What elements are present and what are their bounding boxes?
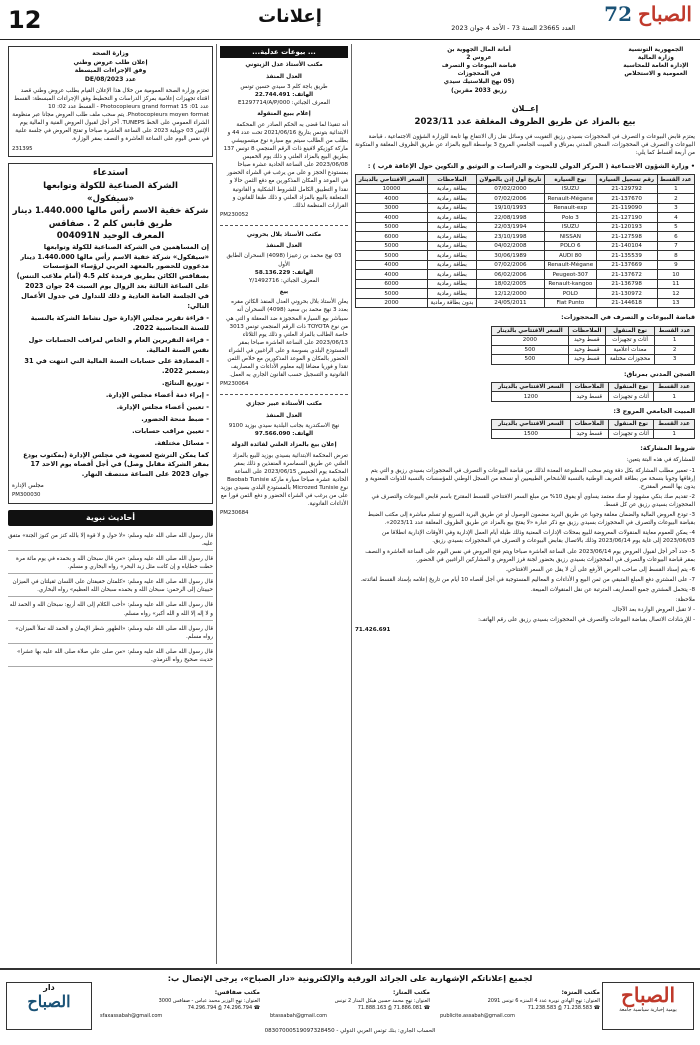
table-cell: 21-127190 [596,213,657,223]
table-cell: 4 [657,213,694,223]
phone-icon: ☎ [422,1005,430,1011]
table-cell: Renault-kangoo [545,279,597,289]
footer-headline: لجميع إعلاناتكم الإشهارية على الجرائد الورقية والإلكترونية «دار الصباح»، يرجى الإتصال ب: [167,973,533,983]
column-header: تاريخ أول إذن بالجولان [476,175,544,185]
office-role: العدل المنفذ [266,412,302,419]
table-cell: 5 [657,222,694,232]
lots-table [491,419,695,439]
table-cell: ISUZU [545,184,597,194]
table-cell: 22/03/1994 [476,222,544,232]
ad-reference: PM300030 [12,492,41,499]
column-header: السعر الافتتاحي بالدينار [492,326,569,336]
logo-text: الصباح [637,2,692,26]
table-row [356,270,695,280]
table-cell: 18/02/2005 [476,279,544,289]
office-phone: الهاتف: 22.744.491 [254,92,314,99]
sale-text: تعرض المحكمة الابتدائية بسيدي بوزيد للبيع بالمزاد العلني عن طريق السماسرة المنفذين و ذلك بمقر المحكمة يوم الخميس 2023/06/15 على الساعة الحادية عشرة صباحا سيارة ماركة Baobab Tunisie نوع Microzed Tunisie بالمستودع البلدي بسيدي بوزيد على من يرغب في الشراء الحضور و دفع الثمن فورا مع الأداءات القانونية. [220,452,348,508]
table-cell: 7 [657,241,694,251]
table-row [356,194,695,204]
office-tax-id: المعرف الجبائي: E1297714/A/P/000 [238,100,330,107]
table-cell: Polo 3 [545,213,597,223]
footer-logo [602,982,694,1030]
table-row [356,260,695,270]
table-cell: محجوزات مختلفة [605,355,654,365]
table-cell: 21-129792 [596,184,657,194]
table-cell: 06/02/2006 [476,270,544,280]
table-cell: 2000 [356,298,428,308]
table-row [492,336,695,346]
condition-item: للمشاركة في هذه البتة يتعين: [626,457,695,464]
tender-procedure: وفق الإجراءات المبسطة [74,67,147,75]
sale-subtitle: إعلام ببيع المنقولة [257,111,311,118]
table-cell: بطاقة رمادية [428,260,477,270]
table-cell: بطاقة رمادية [428,232,477,242]
table-cell: 24/05/2011 [476,298,544,308]
column-separator [216,44,217,964]
section-title: إعلانات [258,6,322,27]
column-header: السعر الافتتاحي بالدينار [356,175,428,185]
office-email[interactable]: publicite.assabah@gmail.com [440,1012,515,1019]
office-manar: مكتب المنار: العنوان: نهج محمد حسين هيكل المنار 2 تونس ☎ 71.886.081 ⎙ 71.888.163 btassabah@gmail.com [270,989,430,1019]
divider [220,225,348,226]
ad-reference: PM230684 [220,510,249,517]
table-cell: 13 [657,298,694,308]
column-header: الملاحظات [570,420,608,430]
condition-item: 2- تقديم صك بنكي مشهود أو صك معتمد يساوي أو يفوق 10% من مبلغ السعر الافتتاحي للقسط المقترح باسم قابض البيوعات والتصرف في المحجوزات بسيدي رزيق عن كل قسط. [371,493,695,508]
table-cell: 21-137670 [596,194,657,204]
table-cell: 1 [654,429,695,439]
divider [220,394,348,395]
footer-logo-text: الصباح [620,983,676,1007]
table-cell: 11 [657,279,694,289]
condition-item: 1- تعمير مطلب المشاركة بكل دقة ويتم سحب المطبوعة المعدة لذلك من قباضة البيوعات و التصرف في المحجوزات بسيدي رزيق و التي يتم إرفاقها وجوبا بنسخة من بطاقة التعريف الوطنية بالنسبة للأشخاص الطبيعيين أو نسخة من السجل الوطني للمؤسسات بالنسبة للذوات المعنوية و يدون بها السعر المقترح. [365,467,695,490]
table-cell: بطاقة رمادية [428,203,477,213]
table-cell: Fiat Punto [545,298,597,308]
condition-item: ملاحظة: [675,597,695,604]
table-cell: 21-137672 [596,270,657,280]
table-cell: 1 [657,184,694,194]
agenda-item: كما يمكن الترشح لعضوية في مجلس الإدارة (بمكتوب يودع بمقر الشركة مقابل وصل) في أجل أقصاه يوم الاحد 17 جوان 2023 على الساعة منتصف النهار. [23,450,209,479]
agenda-item: - مسائل مختلفة. [154,438,209,447]
table-header-row [492,382,695,392]
column-separator [351,44,352,964]
table-cell: 2 [655,345,695,355]
meeting-agenda [12,243,209,481]
page-number: 12 [8,6,42,34]
contact-phone: 71.426.691 [355,627,391,634]
table-row [356,232,695,242]
table-cell: بطاقة رمادية [428,222,477,232]
office-email[interactable]: sfaxassabah@gmail.com [100,1012,163,1019]
table-cell: بطاقة رمادية [428,241,477,251]
table-cell: قسط وحيد [568,345,605,355]
column-header: الملاحظات [570,382,608,392]
column-header: عدد القسط [655,326,695,336]
agenda-item: - توزيع النتائج. [161,379,209,388]
fax-icon: ⎙ [386,1005,392,1011]
left-column [8,46,213,964]
judicial-sales [220,46,348,964]
table-cell: 21-130972 [596,289,657,299]
ad-reference: 231395 [12,145,33,152]
table-cell: NISSAN [545,232,597,242]
ad-reference: PM230052 [220,211,249,218]
notice-header [355,46,695,95]
table-cell: 4000 [356,270,428,280]
table-header-row [492,420,695,430]
table-cell: أثاث و تجهيزات [608,429,653,439]
table-row [492,355,695,365]
sale-text: يعلن الأستاذ بلال بحروني العدل المنفذ الكائن مقره بعدد 3 نهج محمد بن سعيد (4098) السحران أنه سيباشر بيع السيارة المحجوزة ضد المعقلة و التي هي من نوع TOYOTA ذات الرقم المنجمي تونس 3013 خاصة الطالب بالمزاد العلني و ذلك يوم الثلاثاء 2023/06/13 على الساعة العاشرة صباحا بمقر المستودع البلدي بسوسة و على الراغبين في الشراء الحضور بالمكان و الموعد المذكورين مع خلاص الثمن نقدا و فوريا مضافا إليه معلوم الأداءات و المصاريف القانونية و التسجيل حسب القانون الجاري به العمل. [226,299,348,379]
table-cell: بطاقة رمادية [428,279,477,289]
table-cell: Renault-Mégane [545,194,597,204]
hadith-item: قال رسول الله صلى الله عليه وسلم: «من صلى علي صلاة صلى الله عليه بها عشرا» حديث صحيح رواه الترمذي. [8,646,213,667]
office-role: العدل المنفذ [266,73,302,80]
table-cell: 4000 [356,213,428,223]
table-cell: 21-137669 [596,260,657,270]
phone-icon: ☎ [252,1005,260,1011]
publisher-logo-top: دار [43,983,55,992]
notice-subtitle: بيع بالمزاد عن طريق الظروف المغلقة عدد 2023/11 [414,117,636,128]
table-cell: 07/02/2006 [476,194,544,204]
conditions-title: شروط المشاركة: [640,444,695,453]
table-cell: 1 [655,336,695,346]
lots-table [491,382,695,402]
condition-item: 4- يمكن للعموم معاينة المنقولات المعروضة للبيع بمحلات الإدارات المعنية وذلك طيلة أيام العمل الإدارية وفي الأوقات الإدارية انطلاقا من 2023/06/03 إلى غاية يوم 2023/06/14 وذلك بالاتصال بقابض البيوعات و التصرف في المحجوزات بسيدي رزيق. [381,530,695,545]
table-cell: 500 [492,345,569,355]
table-cell: 2 [657,194,694,204]
sale-subtitle: إعلان بيع بالمزاد العلني لفائدة الدولة [231,442,337,449]
table-cell: 04/02/2008 [476,241,544,251]
table-cell: 6000 [356,279,428,289]
table-cell: 07/02/2006 [476,260,544,270]
column-header: رقم تسجيل السيارة [596,175,657,185]
office-address: 03 نهج محمد بن زعيبزا (4098) السحران الطابق الأول [226,253,342,268]
table-row [356,241,695,251]
office-sfax: مكتب صفاقس: العنوان: نهج الوزير محمد عباس - صفاقس 3000 ☎ 74.296.794 ⎙ 74.296.794 sfaxassabah@gmail.com [100,989,260,1019]
meeting-title: استدعاء [93,168,128,179]
publisher-logo [6,982,92,1030]
office-menzah: مكتب المنزه: العنوان: نهج الهادي نويرة عدد 4 المنزه 6 تونس 2091 ☎ 71.238.583 ⎙ 71.238.583 publicite.assabah@gmail.com [440,989,600,1019]
company-block: الشركة الصناعية للكولة وتوابعها «سيفكول» شركة خفية الاسم رأس مالها 1.440.000 دينار طريق قابس كلم 2 . صفاقس المعرف الوحيد 004091N [12,181,209,242]
publisher-logo-text: الصباح [27,992,71,1011]
table-row [356,298,695,308]
table-row [356,289,695,299]
header-right-block: الجمهورية التونسية وزارة المالية الإدارة العامة للمحاسبة العمومية و الاستخلاص [623,47,689,78]
table-cell: 12/12/2000 [476,289,544,299]
table-cell: بطاقة رمادية [428,251,477,261]
table-cell: 21-119090 [596,203,657,213]
notice-intro: يعتزم قابض البيوعات و التصرف في المحجوزات بسيدي رزيق التفويت في وسائل نقل زال الانتفاع بها تابعة للوزارة الشؤون الاجتماعية ، قباضة البيوعات و التصرف في المحجوزات، السجن المدني بمرناق و المبيت الجامعي المروج 3 بواسطة البيع بالمزاد عن طريق الظروف المغلقة و المتكونة من أربعة أقساط كما يلي: [355,133,695,156]
table-row [356,203,695,213]
fax-icon: ⎙ [216,1005,222,1011]
table-cell: 2000 [492,336,569,346]
office-tax-id: المعرف الجبائي: Y/1492716 [248,277,320,284]
table-cell: قسط وحيد [570,392,608,402]
table-cell: 3 [657,203,694,213]
table-cell: Peugeot-307 [545,270,597,280]
tender-number: عدد 2023/DE/08 [84,76,137,84]
hadith-item: قال رسول الله صلى الله عليه وسلم: «كلمتان خفيفتان على اللسان ثقيلتان في الميزان حبيبتان إلى الرحمن: سبحان الله و بحمده سبحان الله العظيم» رواه البخاري. [8,576,213,597]
table-cell: 5000 [356,251,428,261]
bank-account: الحساب الجاري: بنك تونس العربي الدولي - 08307000519097328450 [264,1028,436,1034]
tender-ministry: وزارة الصحة [92,50,129,57]
office-phone: الهاتف: 97.566.090 [254,431,314,438]
office-name: مكتب الأستاذ بلال بحروني [246,231,322,238]
table-row [356,222,695,232]
agenda-item: - قراءة تقرير مجلس الإدارة حول نشاط الشركة بالنسبة للسنة المحاسبية 2022. [30,313,209,332]
column-header: الملاحظات [428,175,477,185]
table-cell: 5000 [356,222,428,232]
table-row [356,251,695,261]
office-address: نهج الاسكندرية بجانب البلدية سيدي بوزيد 9100 [228,422,340,429]
table-cell: 10000 [356,184,428,194]
group-title: المبيت الجامعي المروج 3: [613,406,695,415]
table-cell: 21-144618 [596,298,657,308]
agenda-item: - إبراء ذمة أعضاء مجلس الإدارة. [105,391,209,400]
table-cell: Renault-exp [545,203,597,213]
table-cell: أثاث و تجهيزات [608,392,653,402]
column-header: نوع المنقول [608,420,653,430]
table-cell: بدون بطاقة رمادية [428,298,477,308]
fax-icon: ⎙ [556,1005,562,1011]
table-cell: قسط وحيد [568,355,605,365]
sale-subtitle: بيع [279,288,289,295]
table-row [356,213,695,223]
column-header: نوع المنقول [608,382,653,392]
tender-text: تعتزم وزارة الصحة العمومية من خلال هذا الإعلان القيام بطلب عروض وطني قصد اقتناء تجهيزات إعلامية بمركز الدراسات و التخطيط وفق الإجراءات المبسطة: القسط عدد 01: 15 Photocopieurs grand format - القسط عدد 02: 10 Photocopieurs moyen format. يتم سحب ملف طلب العروض مجانا عبر منظومة الشراء العمومي على الخط TUNEPS. آخر أجل لقبول العروض الفنية و المالية يوم الإثنين 03 جويلية 2023 على الساعة العاشرة صباحا و تفتح العروض في جلسة علنية في نفس اليوم على الساعة العاشرة و النصف بمقر الوزارة. [12,87,209,143]
table-cell: بطاقة رمادية [428,194,477,204]
ad-reference: PM230064 [220,381,249,388]
table-cell: 12 [657,289,694,299]
table-header-row [356,175,695,185]
table-cell: 3000 [356,203,428,213]
table-row [492,429,695,439]
table-row [492,392,695,402]
table-cell: 6000 [356,232,428,242]
issue-line: العدد 23665 السنة 73 - الأحد 4 جوان 2023 [451,24,575,32]
tender-notice [8,46,213,157]
newspaper-logo [570,2,692,36]
table-cell: 8 [657,251,694,261]
table-cell: قسط وحيد [568,336,605,346]
agenda-item: - المصادقة على حسابات السنة المالية التي انتهت في 31 ديسمبر 2022. [24,357,209,376]
table-cell: 19/10/1993 [476,203,544,213]
office-name: مكتب الأستاذ عدل الزيتوني [245,62,323,69]
table-cell: 21-120193 [596,222,657,232]
hadith-item: قال رسول الله صلى الله عليه وسلم: «لا حول و لا قوة إلا بالله كنز من كنوز الجنة» متفق عليه. [8,530,213,551]
column-header: عدد القسط [657,175,694,185]
group-title: قباضة البيوعات و التصرف في المحجوزات: [561,313,695,322]
hadith-section-title: أحاديث نبوية [8,510,213,526]
page-header [0,0,700,40]
table-header-row [492,326,695,336]
table-cell: 21-136798 [596,279,657,289]
table-cell: 21-140104 [596,241,657,251]
table-cell: بطاقة رمادية [428,213,477,223]
phone-icon: ☎ [592,1005,600,1011]
table-cell: 5000 [356,289,428,299]
column-header: عدد القسط [654,420,695,430]
office-phone: الهاتف: 58.136.229 [254,269,314,276]
condition-item: 6- يتم إسناد القسط إلى صاحب العرض الأرفع على أن لا يقل عن السعر الافتتاحي. [505,566,695,573]
table-cell: 07/02/2000 [476,184,544,194]
office-role: العدل المنفذ [266,243,302,250]
logo-number: 72 [604,2,632,26]
page-footer [0,968,700,1045]
agenda-item: - تعيين أعضاء مجلس الإدارة. [116,403,209,412]
agenda-item: إن المساهمين في الشركة الصناعية للكولة وتوابعها «سيفكول» شركة خفية الاسم رأس مالها 1.440.000 دينار مدعوون للحضور بالمعهد العربي لرؤساء المؤسسات بصفاقس الكائن بطريق قرمدة كلم 4.5 (أمام ملاعب التنس) على الساعة الثالثة بعد الزوال يوم السبت 24 جوان 2023 في الجلسة العامة العادية و ذلك للتداول في جدول الأعمال التالي: [16,242,209,310]
column-header: نوع السيارة [545,175,597,185]
agenda-item: - تعيين مراقب حسابات. [132,426,209,435]
table-cell: POLO 6 [545,241,597,251]
table-cell: 1200 [492,392,571,402]
auction-notice [355,46,695,964]
table-cell: ISUZU [545,222,597,232]
group-title: السجن المدني بمرناق: [623,369,695,378]
table-cell: أثاث و تجهيزات [605,336,654,346]
footer-contacts [100,988,600,1020]
meeting-signature: مجلس الإدارة [12,483,44,490]
office-name: مكتب الأستاذة عبير حجازي [246,401,322,408]
vehicles-table [355,174,695,308]
column-header: السعر الافتتاحي بالدينار [492,420,571,430]
table-row [492,345,695,355]
table-cell: قسط وحيد [570,429,608,439]
column-header: الملاحظات [568,326,605,336]
tender-title: إعلان طلب عروض وطني [73,58,148,66]
sale-text: أنه تنفيذا لما قضى به الحكم الصادر عن المحكمة الابتدائية بتونس بتاريخ 2021/06/16 تحت عدد 44 و بطلب من الطالب سيتم بيع سيارة نوع ميتسوبيشي ماركة كوزيكو لافينغ ذات الرقم المنجمي 8 تونس 137 بطريق البيع بالمزاد العلني و ذلك يوم الخميس 2023/06/08 على الساعة الحادية عشرة صباحا بمستودع الحجز و على من يرغب في الشراء الحضور في الموعد و المكان المذكورين مع دفع الثمن حالا و نقدا و التطبيق الكامل للشروط الشكلية و القانونية المتعلقة بالبيع بالمزاد العلني و ذلك طبقا للقانون و القرارات المنظمة لذلك. [223,121,348,209]
table-row [356,279,695,289]
table-cell: POLO [545,289,597,299]
conditions-list [355,456,695,624]
table-cell: 6 [657,232,694,242]
group-title: • وزارة الشؤون الاجتماعية ( المركز الدولي للبحوث و الدراسات و التوثيق و التكوين حول الإعاقة قرب ) : [367,162,695,171]
table-cell: 21-127598 [596,232,657,242]
table-cell: 3 [655,355,695,365]
table-cell: 4000 [356,194,428,204]
hadith-item: قال رسول الله صلى الله عليه وسلم: «أحب الكلام إلى الله أربع: سبحان الله و الحمد لله و لا إله إلا الله و الله أكبر» رواه مسلم. [8,599,213,620]
table-cell: 9 [657,260,694,270]
section-ribbon: ... بيوعات عدلية... [220,46,348,58]
table-cell: AUDI 80 [545,251,597,261]
hadith-item: قال رسول الله صلى الله عليه وسلم: «من قال سبحان الله و بحمده في يوم مائة مرة حطت خطاياه و إن كانت مثل زبد البحر» رواه البخاري و مسلم. [8,553,213,574]
table-cell: 10 [657,270,694,280]
notice-title: إعــلان [511,103,539,113]
table-cell: 4000 [356,260,428,270]
table-cell: معدات اعلامية [605,345,654,355]
condition-item: 8- يتحمل المشتري جميع المصاريف المترتبة عن نقل المنقولات المبيعة. [530,586,695,593]
table-cell: 22/08/1998 [476,213,544,223]
condition-item: - للإرشادات الاتصال بقباضة البيوعات والتصرف في المحجوزات بسيدي رزيق على رقم الهاتف: [478,617,695,624]
condition-item: - لا تقبل العروض الواردة بعد الآجال. [611,607,695,614]
column-header: عدد القسط [654,382,695,392]
table-cell: Renault-Mégane [545,260,597,270]
header-left-block: أمانة المال الجهوية بن عروس 2 قباضة البيوعات و التصرف في المحجوزات (05 نهج البلاستيك سيدي رزيق 2033 مقرين) [441,47,517,94]
column-header: السعر الافتتاحي بالدينار [492,382,571,392]
agenda-item: - قراءة التقريرين العام و الخاص لمراقب الحسابات حول نفس السنة المالية. [28,335,209,354]
table-cell: 21-135539 [596,251,657,261]
table-cell: بطاقة رمادية [428,270,477,280]
table-cell: بطاقة رمادية [428,289,477,299]
table-cell: 500 [492,355,569,365]
office-address: طريق باجة كلم 3 سيدي حسين تونس [240,83,328,90]
table-cell: بطاقة رمادية [428,184,477,194]
condition-item: 3- تودع العروض المالية والضمان مغلقة وجوبا عن طريق البريد مضمون الوصول أو عن طريق البريد السريع او تسلم مباشرة إلى مكتب الضبط بقباضة البيوعات والتصرف في المحجوزات بسيدي رزيق مع ذكر عبارة «لا يفتح بيع بالمزاد عن طريق الظروف المغلقة عدد 2023/11». [367,512,695,527]
condition-item: 5- حدد آخر أجل لقبول العروض يوم 2023/06/14 على الساعة العاشرة صباحا ويتم فتح العروض في نفس اليوم على الساعة العاشرة و النصف بمقر قباضة البيوعات والتصرف في المحجوزات بسيدي رزيق بحضور لجنة فرز العروض و المشاركين الراغبين في الحضور. [365,548,695,563]
footer-logo-tagline: يومية إخبارية سياسية جامعة [619,1007,677,1013]
office-email[interactable]: btassabah@gmail.com [270,1012,328,1019]
agenda-item: - ضبط منحة الحضور. [141,414,209,423]
table-cell: 1500 [492,429,571,439]
table-cell: 23/10/1998 [476,232,544,242]
column-header: نوع المنقول [605,326,654,336]
meeting-notice [8,163,213,504]
hadith-item: قال رسول الله صلى الله عليه وسلم: «الطهور شطر الإيمان و الحمد لله تملأ الميزان» رواه مسلم. [8,623,213,644]
condition-item: 7- على المشتري دفع المبلغ المتبقي من ثمن البيع و الأداءات و المعاليم المستوجبة في أجل أقصاه 10 أيام من تاريخ إعلامه بإسناد القسط لفائدته. [360,576,695,583]
table-cell: 5000 [356,241,428,251]
lots-table [491,326,695,365]
table-cell: 30/06/1989 [476,251,544,261]
table-cell: 1 [654,392,695,402]
table-row [356,184,695,194]
hadith-list [8,530,213,667]
